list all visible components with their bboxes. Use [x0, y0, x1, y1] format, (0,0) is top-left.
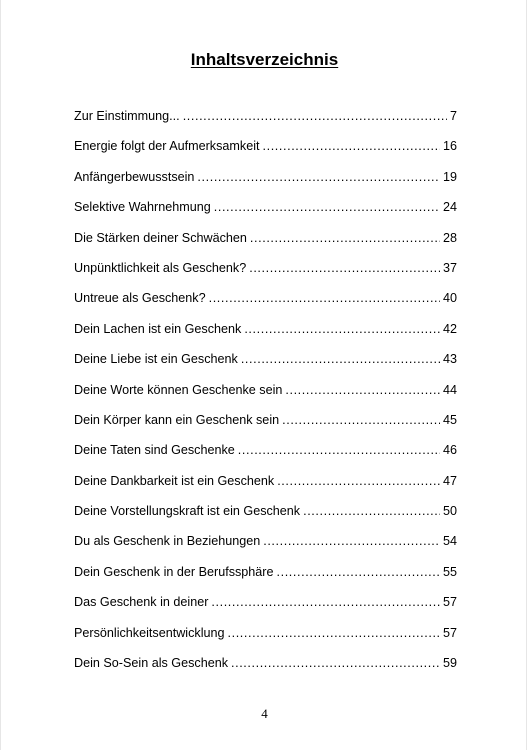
toc-entry-page: 46 — [442, 443, 457, 458]
toc-entry — [74, 564, 457, 594]
toc-entry-page: 59 — [442, 656, 457, 671]
toc-entry-title: Deine Taten sind Geschenke — [74, 443, 235, 458]
dot-leader — [183, 108, 447, 125]
toc-entry — [74, 260, 457, 290]
toc-entry-page: 42 — [442, 321, 457, 336]
toc-entry-title: Energie folgt der Aufmerksamkeit — [74, 139, 260, 154]
toc-entry-title: Selektive Wahrnehmung — [74, 200, 211, 215]
toc-entry-title: Du als Geschenk in Beziehungen — [74, 534, 261, 549]
toc-entry — [74, 351, 457, 381]
toc-entry — [74, 108, 457, 138]
toc-entry-title: Persönlichkeitsentwicklung — [74, 625, 225, 640]
dot-leader — [197, 169, 440, 186]
toc-entry — [74, 199, 457, 229]
dot-leader — [263, 138, 440, 155]
toc-entry-page: 47 — [442, 473, 457, 488]
toc-entry — [74, 655, 457, 685]
toc-entry-title: Das Geschenk in deiner — [74, 595, 209, 610]
dot-leader — [249, 260, 440, 277]
dot-leader — [214, 199, 440, 216]
dot-leader — [238, 442, 440, 459]
page-number: 4 — [261, 706, 268, 721]
toc-entry-title: Dein Geschenk in der Berufssphäre — [74, 564, 274, 579]
toc-entry — [74, 503, 457, 533]
toc-entry-title: Deine Worte können Geschenke sein — [74, 382, 283, 397]
toc-entry-page: 54 — [442, 534, 457, 549]
page-title — [1, 49, 527, 71]
dot-leader — [244, 321, 440, 338]
toc-entry-page: 28 — [442, 230, 457, 245]
dot-leader — [228, 625, 440, 642]
toc-entry — [74, 290, 457, 320]
dot-leader — [209, 290, 440, 307]
toc-entry-page: 7 — [449, 109, 457, 123]
toc-entry — [74, 473, 457, 503]
toc-entry-title: Unpünktlichkeit als Geschenk? — [74, 260, 247, 275]
dot-leader — [241, 351, 440, 368]
toc-entry-title: Deine Liebe ist ein Geschenk — [74, 352, 238, 367]
toc-entry-page: 50 — [442, 504, 457, 519]
toc-entry-page: 40 — [442, 291, 457, 306]
toc-entry-page: 24 — [442, 200, 457, 215]
toc-entry — [74, 230, 457, 260]
toc-entry-page: 57 — [442, 595, 457, 610]
toc-entry-page: 44 — [442, 382, 457, 397]
dot-leader — [303, 503, 440, 520]
toc-entry-page: 55 — [442, 564, 457, 579]
toc-entry — [74, 533, 457, 563]
dot-leader — [263, 533, 440, 550]
toc-entry-page: 16 — [442, 139, 457, 154]
toc-entry — [74, 138, 457, 168]
toc-entry-title: Dein So-Sein als Geschenk — [74, 656, 229, 671]
toc-entry — [74, 382, 457, 412]
toc-entry-title: Deine Dankbarkeit ist ein Geschenk — [74, 473, 275, 488]
dot-leader — [211, 594, 440, 611]
toc-entry-title: Zur Einstimmung... — [74, 109, 180, 123]
dot-leader — [250, 230, 440, 247]
table-of-contents — [74, 108, 457, 685]
toc-entry-page: 19 — [442, 169, 457, 184]
toc-entry-page: 57 — [442, 625, 457, 640]
toc-entry-page: 37 — [442, 260, 457, 275]
toc-entry-page: 45 — [442, 412, 457, 427]
toc-entry-title: Deine Vorstellungskraft ist ein Geschenk — [74, 504, 301, 519]
toc-entry-page: 43 — [442, 352, 457, 367]
dot-leader — [285, 382, 440, 399]
dot-leader — [277, 473, 440, 490]
dot-leader — [282, 412, 440, 429]
toc-entry — [74, 442, 457, 472]
toc-entry-title: Die Stärken deiner Schwächen — [74, 230, 247, 245]
toc-entry — [74, 594, 457, 624]
toc-entry-title: Dein Körper kann ein Geschenk sein — [74, 412, 280, 427]
toc-entry — [74, 625, 457, 655]
dot-leader — [277, 564, 440, 581]
toc-entry-title: Anfängerbewusstsein — [74, 169, 195, 184]
toc-entry-title: Untreue als Geschenk? — [74, 291, 206, 306]
toc-entry — [74, 321, 457, 351]
toc-heading: Inhaltsverzeichnis — [190, 50, 339, 69]
toc-entry — [74, 412, 457, 442]
toc-entry-title: Dein Lachen ist ein Geschenk — [74, 321, 242, 336]
dot-leader — [231, 655, 440, 672]
toc-entry — [74, 169, 457, 199]
